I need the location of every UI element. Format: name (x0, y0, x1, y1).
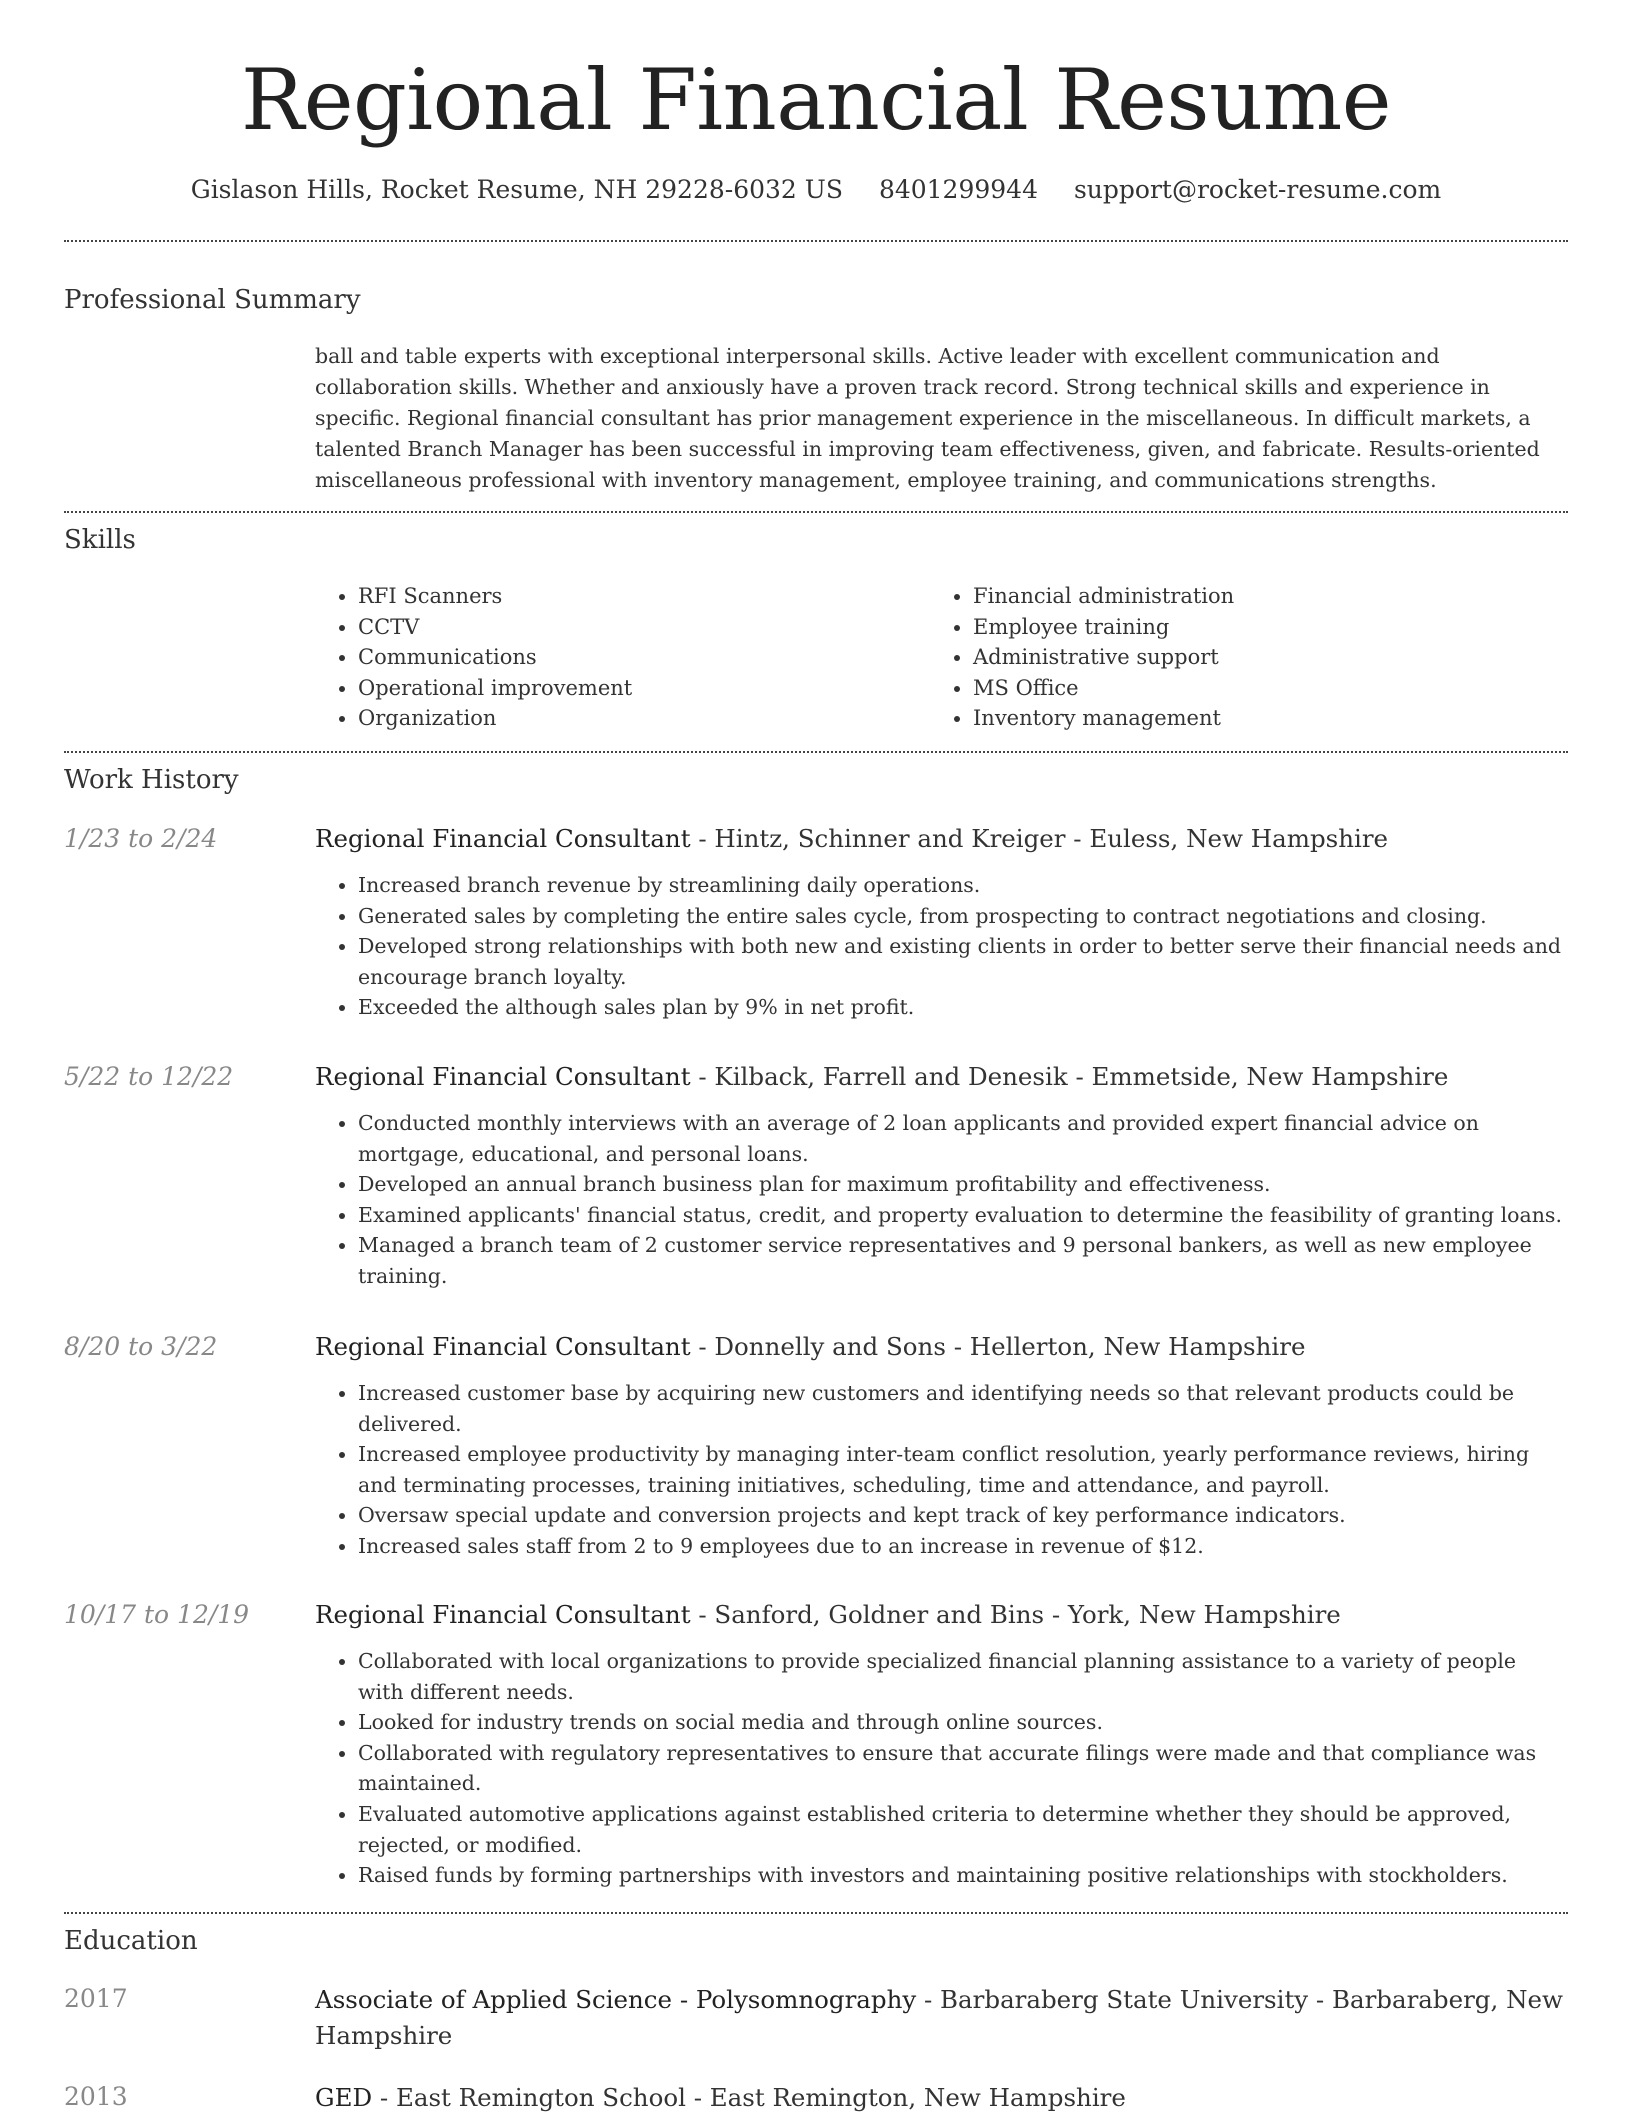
section-divider (64, 1912, 1568, 1914)
education-school: - Barbaraberg State University - Barbaraberg, New Hampshire (315, 1985, 1563, 2050)
education-degree: Associate of Applied Science - Polysomnography (315, 1985, 917, 2014)
job-bullets (315, 1378, 1568, 1562)
education-heading: Education (64, 1926, 198, 1956)
skills-heading: Skills (64, 525, 136, 555)
job-employer: - Donnelly and Sons - Hellerton, New Hampshire (690, 1332, 1306, 1361)
job-bullet: • Increased employee productivity by managing inter-team conflict resolution, yearly performance reviews, hiring and terminating processes, training initiatives, scheduling, time and attendance, and payroll. (358, 1439, 1568, 1500)
skill-item: • RFI Scanners (358, 581, 930, 612)
education-title (315, 2080, 1568, 2116)
contact-email: support@rocket-resume.com (1073, 175, 1442, 204)
job-entry (64, 822, 1568, 1023)
job-title (315, 1330, 1568, 1364)
job-bullets (315, 870, 1568, 1023)
job-dates: 1/23 to 2/24 (64, 824, 218, 853)
education-entry (64, 1982, 1568, 2054)
section-divider (64, 751, 1568, 753)
skill-item: • Organization (358, 703, 930, 734)
job-bullet: • Conducted monthly interviews with an average of 2 loan applicants and provided expert financial advice on mortgage, educational, and personal loans. (358, 1108, 1568, 1169)
education-school: - East Remington School - East Remington, New Hampshire (372, 2083, 1126, 2112)
job-bullets (315, 1646, 1568, 1891)
skill-item: • Administrative support (973, 642, 1545, 673)
skill-item: • Inventory management (973, 703, 1545, 734)
job-dates: 5/22 to 12/22 (64, 1062, 234, 1091)
job-dates: 10/17 to 12/19 (64, 1600, 250, 1629)
skill-item: • Employee training (973, 612, 1545, 643)
resume-name: Regional Financial Resume (241, 51, 1391, 149)
skill-item: • MS Office (973, 673, 1545, 704)
job-role: Regional Financial Consultant (315, 1062, 691, 1091)
job-title (315, 822, 1568, 856)
section-divider (64, 240, 1568, 242)
job-employer: - Hintz, Schinner and Kreiger - Euless, New Hampshire (690, 824, 1389, 853)
summary-text: ball and table experts with exceptional interpersonal skills. Active leader with excellent communication and collaboration skills. Whether and anxiously have a proven track record. Strong technical skills and experience in specific. Regional financial consultant has prior management experience in the miscellaneous. In difficult markets, a talented Branch Manager has been successful in improving team effectiveness, given, and fabricate. Results-oriented miscellaneous professional with inventory management, employee training, and communications strengths. (315, 344, 1540, 492)
job-entry (64, 1060, 1568, 1292)
job-bullet: • Increased customer base by acquiring new customers and identifying needs so that relevant products could be delivered. (358, 1378, 1568, 1439)
job-bullet: • Exceeded the although sales plan by 9% in net profit. (358, 992, 1568, 1023)
job-role: Regional Financial Consultant (315, 824, 691, 853)
job-bullet: • Increased branch revenue by streamlining daily operations. (358, 870, 1568, 901)
job-bullet: • Examined applicants' financial status, credit, and property evaluation to determine the feasibility of granting loans. (358, 1200, 1568, 1231)
job-bullet: • Generated sales by completing the entire sales cycle, from prospecting to contract negotiations and closing. (358, 901, 1568, 932)
job-bullet: • Evaluated automotive applications against established criteria to determine whether they should be approved, rejected, or modified. (358, 1799, 1568, 1860)
job-bullet: • Collaborated with local organizations to provide specialized financial planning assistance to a variety of people with different needs. (358, 1646, 1568, 1707)
job-bullet: • Collaborated with regulatory representatives to ensure that accurate filings were made and that compliance was maintained. (358, 1738, 1568, 1799)
job-bullets (315, 1108, 1568, 1292)
job-employer: - Sanford, Goldner and Bins - York, New Hampshire (690, 1600, 1341, 1629)
skills-column-right (930, 581, 1545, 734)
work-history-heading: Work History (64, 765, 239, 795)
job-role: Regional Financial Consultant (315, 1332, 691, 1361)
job-bullet: • Oversaw special update and conversion projects and kept track of key performance indicators. (358, 1500, 1568, 1531)
skill-item: • CCTV (358, 612, 930, 643)
education-year: 2017 (64, 1984, 128, 2013)
job-entry (64, 1598, 1568, 1891)
education-entry (64, 2080, 1568, 2116)
job-bullet: • Looked for industry trends on social media and through online sources. (358, 1707, 1568, 1738)
job-employer: - Kilback, Farrell and Denesik - Emmetside, New Hampshire (690, 1062, 1449, 1091)
contact-address: Gislason Hills, Rocket Resume, NH 29228-6032 US (190, 175, 843, 204)
contact-phone: 8401299944 (878, 175, 1038, 204)
education-degree: GED (315, 2083, 373, 2112)
job-title (315, 1060, 1568, 1094)
education-year: 2013 (64, 2082, 128, 2111)
skill-item: • Operational improvement (358, 673, 930, 704)
skill-item: • Communications (358, 642, 930, 673)
skills-column-left (315, 581, 930, 734)
job-dates: 8/20 to 3/22 (64, 1332, 218, 1361)
job-title (315, 1598, 1568, 1632)
job-bullet: • Increased sales staff from 2 to 9 employees due to an increase in revenue of $12. (358, 1531, 1568, 1562)
job-bullet: • Managed a branch team of 2 customer service representatives and 9 personal bankers, as well as new employee training. (358, 1230, 1568, 1291)
job-role: Regional Financial Consultant (315, 1600, 691, 1629)
job-bullet: • Developed an annual branch business plan for maximum profitability and effectiveness. (358, 1169, 1568, 1200)
job-entry (64, 1330, 1568, 1562)
job-bullet: • Raised funds by forming partnerships with investors and maintaining positive relationships with stockholders. (358, 1860, 1568, 1891)
skill-item: • Financial administration (973, 581, 1545, 612)
resume-header (0, 0, 1632, 205)
summary-heading: Professional Summary (64, 285, 361, 315)
skills-list (315, 581, 1568, 734)
education-title (315, 1982, 1568, 2054)
section-divider (64, 511, 1568, 513)
job-bullet: • Developed strong relationships with both new and existing clients in order to better serve their financial needs and encourage branch loyalty. (358, 931, 1568, 992)
contact-line (0, 175, 1632, 205)
